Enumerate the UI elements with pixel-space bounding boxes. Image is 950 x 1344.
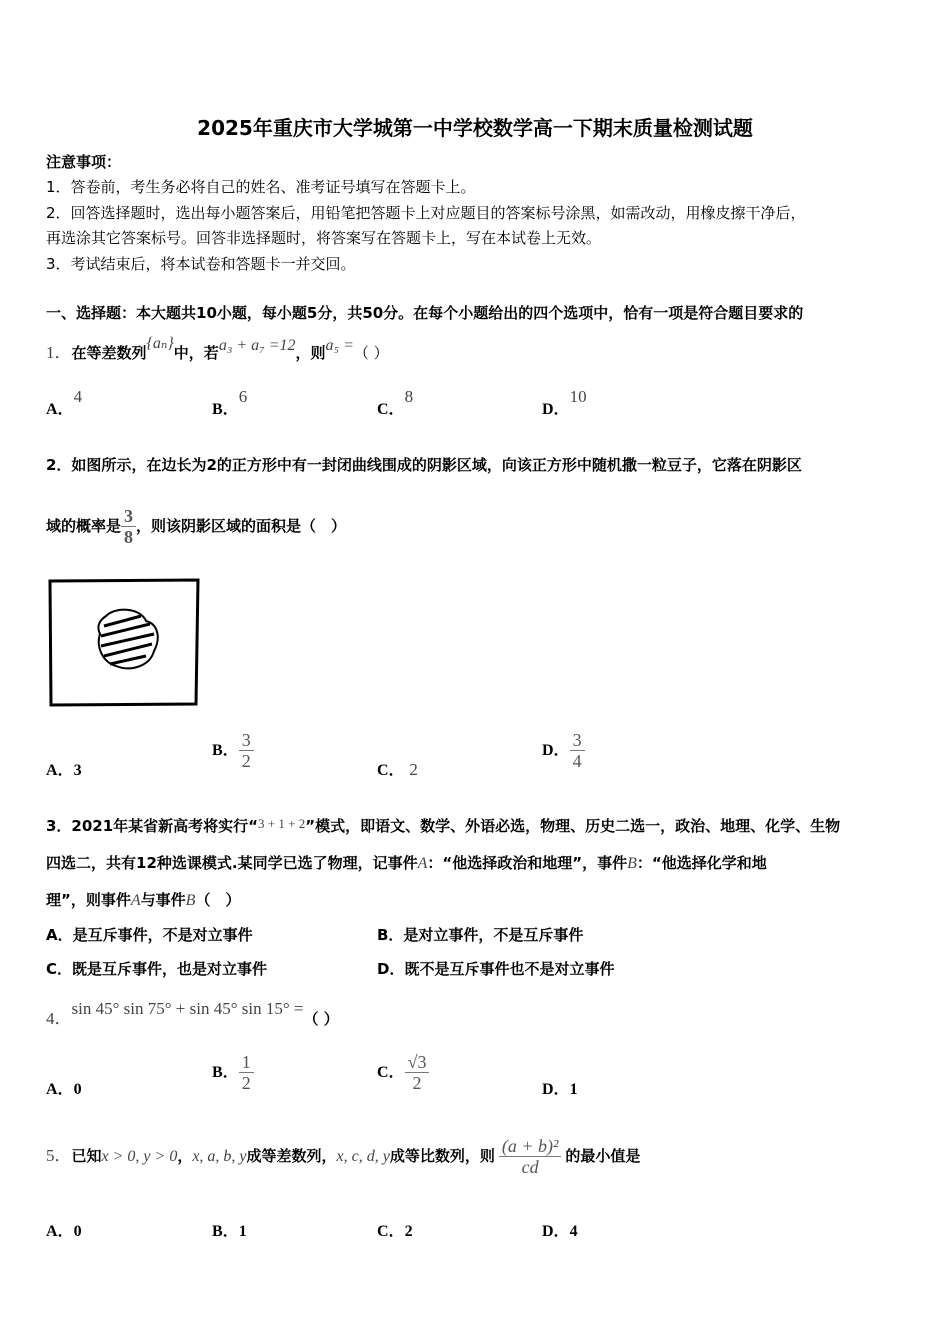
text-fragment [239, 1052, 254, 1093]
q-text: 中，若 [173, 344, 219, 362]
text-fragment: 的最小值是 [565, 1147, 641, 1165]
text-fragment: 理”，则事件 [46, 891, 131, 909]
text-fragment: 2 [241, 1073, 251, 1093]
page-title: 2025年重庆市大学城第一中学校数学高一下期末质量检测试题 [197, 116, 753, 140]
text-fragment: 8 [404, 387, 414, 406]
question-number: 1． [46, 343, 72, 362]
text-fragment: 已知 [71, 1147, 102, 1165]
fraction [121, 506, 136, 547]
text-fragment: B [627, 855, 637, 872]
option-b[interactable] [212, 730, 254, 771]
text-fragment: 1 [569, 1081, 578, 1098]
text-fragment: ：“他选择政治和地理”，事件 [427, 854, 628, 872]
math: {aₙ} [146, 335, 174, 352]
question-4 [46, 999, 339, 1029]
text-fragment: 成等比数列，则 [389, 1147, 495, 1165]
text-fragment: 3 [239, 730, 254, 751]
note-item: 3．考试结束后，将本试卷和答题卡一并交回。 [46, 255, 356, 273]
text-fragment: 10 [569, 387, 587, 406]
math: a₃ + a₇ =12 [218, 337, 296, 354]
text-fragment: D． [542, 742, 570, 759]
text-fragment [239, 730, 254, 771]
text-fragment: sin 45° sin 75° + sin 45° sin 15° = [71, 999, 304, 1018]
question-1 [46, 335, 389, 363]
text-fragment: B． [212, 1223, 239, 1240]
note-item: 1．答卷前，考生务必将自己的姓名、准考证号填写在答题卡上。 [46, 178, 476, 196]
text-fragment: 3．2021年某省新高考将实行“ [46, 817, 259, 835]
option-d[interactable] [542, 387, 587, 419]
option-a[interactable] [46, 757, 82, 780]
section-heading: 一、选择题：本大题共10小题，每小题5分，共50分。在每个小题给出的四个选项中，恰有一项是符合题目要求的 [46, 304, 804, 322]
text-fragment: 8 [124, 527, 134, 547]
text-fragment: 2 [241, 751, 251, 771]
option-a[interactable] [46, 1218, 82, 1241]
text-fragment: x, c, d, y [336, 1148, 390, 1165]
text-fragment [405, 1052, 430, 1093]
text-fragment: A [130, 892, 141, 909]
text-fragment: 4 [572, 751, 582, 771]
text-fragment: ：“他选择化学和地 [636, 854, 767, 872]
text-fragment: D． [542, 1081, 570, 1098]
text-fragment: C． [377, 1064, 405, 1081]
q-text: 在等差数列 [71, 344, 147, 362]
text-fragment: A． [46, 1223, 74, 1240]
text-fragment: （ ） [195, 891, 241, 909]
text-fragment: 4 [569, 1223, 578, 1240]
option-d[interactable] [542, 1076, 578, 1099]
text-fragment: B． [212, 1064, 239, 1081]
text-fragment [570, 730, 585, 771]
text-fragment: ”模式，即语文、数学、外语必选，物理、历史二选一，政治、地理、化学、生物 [305, 817, 841, 835]
text-fragment: 3 + 1 + 2 [258, 816, 306, 831]
text-fragment: 成等差数列， [246, 1147, 337, 1165]
option-c[interactable] [377, 1052, 429, 1093]
text-fragment: 4． [46, 1009, 72, 1028]
text-fragment: ，则该阴影区域的面积是（ ） [136, 517, 347, 535]
option-d[interactable]: D．既不是互斥事件也不是对立事件 [377, 960, 615, 978]
option-d[interactable] [542, 1218, 578, 1241]
text-fragment [499, 1136, 562, 1177]
text-fragment: B． [212, 742, 239, 759]
question-5 [46, 1136, 640, 1177]
option-a[interactable] [46, 387, 83, 419]
text-fragment: 2 [412, 1073, 422, 1093]
text-fragment: x, a, b, y [192, 1148, 247, 1165]
question-3 [46, 815, 840, 836]
text-fragment: C． [377, 401, 405, 418]
text-fragment: B． [212, 401, 239, 418]
text-fragment: 四选二，共有12种选课模式.某同学已选了物理，记事件 [46, 854, 418, 872]
text-fragment: 1 [238, 1223, 247, 1240]
option-b[interactable] [212, 1218, 247, 1241]
question-2-line2 [46, 506, 346, 547]
text-fragment: D． [542, 1223, 570, 1240]
option-d[interactable] [542, 730, 585, 771]
text-fragment: C． [377, 1223, 405, 1240]
text-fragment: 3 [570, 730, 585, 751]
text-fragment: 与事件 [140, 891, 186, 909]
option-c[interactable] [377, 757, 418, 780]
text-fragment: A． [46, 762, 74, 779]
option-b[interactable] [212, 1052, 254, 1093]
math: a₅ = [325, 337, 354, 354]
text-fragment: A． [46, 1081, 74, 1098]
question-3-line2 [46, 852, 767, 873]
text-fragment: （ ） [303, 1010, 339, 1028]
question-2: 2．如图所示，在边长为2的正方形中有一封闭曲线围成的阴影区域，向该正方形中随机撒一粒豆子，它落在阴影区 [46, 456, 802, 474]
text-fragment: 0 [73, 1223, 82, 1240]
text-fragment: D． [542, 401, 570, 418]
text-fragment: C． [377, 762, 405, 779]
text-fragment: ， [177, 1147, 193, 1165]
text-fragment: x > 0, y > 0 [101, 1148, 178, 1165]
text-fragment: A [417, 855, 428, 872]
text-fragment: 3 [121, 506, 136, 527]
option-a[interactable]: A．是互斥事件，不是对立事件 [46, 926, 253, 944]
notes-heading: 注意事项： [46, 153, 122, 171]
text-fragment: 5． [46, 1146, 72, 1165]
text-fragment: 4 [73, 387, 83, 406]
text-fragment: √3 [405, 1052, 430, 1073]
text-fragment: 域的概率是 [46, 517, 122, 535]
option-b[interactable] [212, 387, 248, 419]
note-item: 再选涂其它答案标号。回答非选择题时，将答案写在答题卡上，写在本试卷上无效。 [46, 229, 602, 247]
option-c[interactable] [377, 1218, 413, 1241]
option-a[interactable] [46, 1076, 82, 1099]
text-fragment: 1 [239, 1052, 254, 1073]
option-c[interactable] [377, 387, 414, 419]
square-figure-icon [46, 576, 202, 710]
note-item: 2．回答选择题时，选出每小题答案后，用铅笔把答题卡上对应题目的答案标号涂黑，如需改动，用橡皮擦干净后， [46, 204, 806, 222]
question-3-line3 [46, 889, 240, 910]
text-fragment: 2 [409, 760, 418, 779]
text-fragment: A． [46, 401, 74, 418]
text-fragment: (a + b)² [499, 1136, 562, 1157]
q-text: ，则 [295, 344, 326, 362]
text-fragment: 3 [73, 762, 82, 779]
q-text: （ ） [353, 344, 389, 362]
text-fragment: 6 [238, 387, 248, 406]
text-fragment: 2 [404, 1223, 413, 1240]
text-fragment: cd [521, 1157, 539, 1177]
option-c[interactable]: C．既是互斥事件，也是对立事件 [46, 960, 268, 978]
option-b[interactable]: B．是对立事件，不是互斥事件 [377, 926, 584, 944]
text-fragment: 0 [73, 1081, 82, 1098]
text-fragment: B [185, 892, 196, 909]
